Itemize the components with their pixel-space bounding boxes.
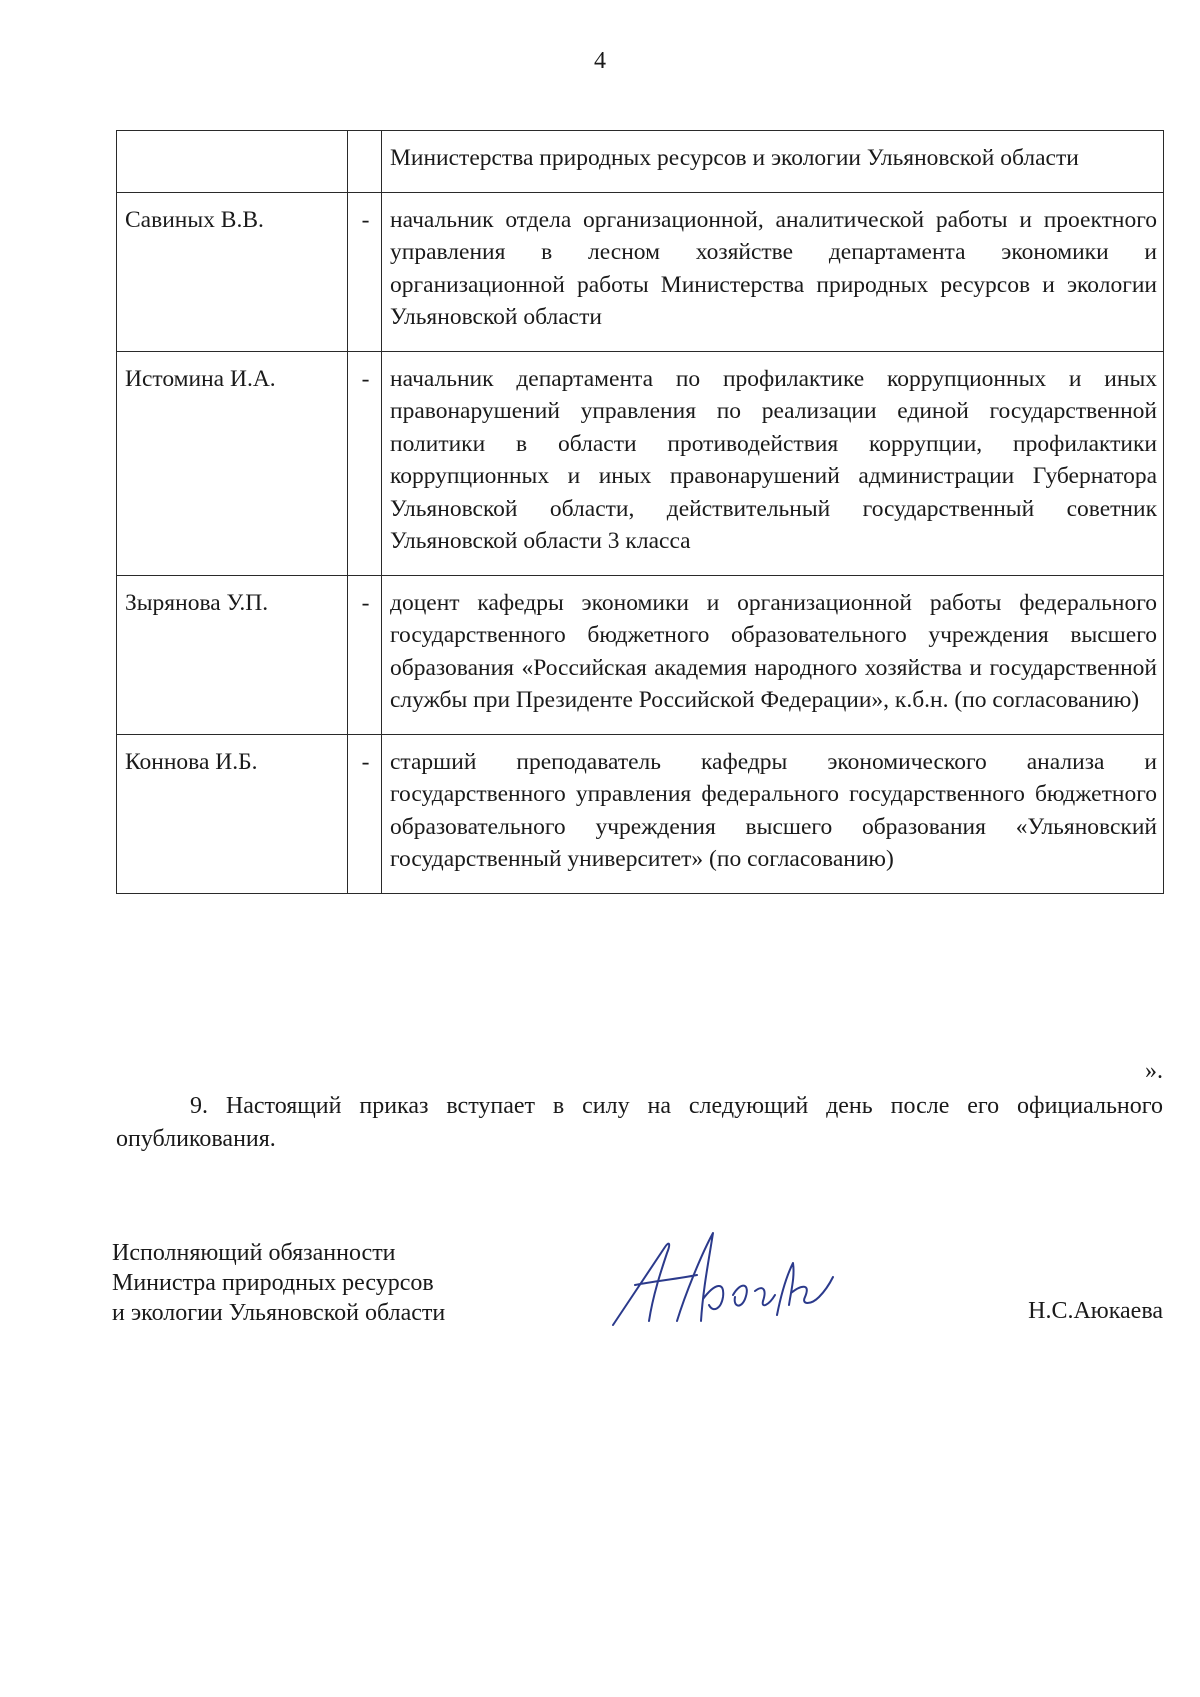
member-name: Истомина И.А. — [117, 351, 348, 575]
table-row — [117, 131, 1164, 193]
signatory-line-2: Министра природных ресурсов — [112, 1270, 434, 1296]
table-row — [117, 192, 1164, 351]
table-row — [117, 575, 1164, 734]
closing-quote: ». — [1145, 1058, 1163, 1084]
page-number: 4 — [594, 48, 606, 74]
member-position: начальник департамента по профилактике коррупционных и иных правонарушений управления по реализации единой государственной политики в области противодействия коррупции, профилактики коррупционных и иных правонарушений администрации Губернатора Ульяновской области, действительный государственный советник Ульяновской области 3 класса — [382, 351, 1164, 575]
member-position: доцент кафедры экономики и организационной работы федерального государственного бюджетного образовательного учреждения высшего образования «Российская академия народного хозяйства и государственной службы при Президенте Российской Федерации», к.б.н. (по согласованию) — [382, 575, 1164, 734]
member-position: начальник отдела организационной, аналитической работы и проектного управления в лесном хозяйстве департамента экономики и организационной работы Министерства природных ресурсов и экологии Ульяновской области — [382, 192, 1164, 351]
member-dash: - — [348, 351, 382, 575]
table-row — [117, 734, 1164, 893]
member-dash: - — [348, 192, 382, 351]
member-dash: - — [348, 734, 382, 893]
table-row — [117, 351, 1164, 575]
paragraph-9: 9. Настоящий приказ вступает в силу на следующий день после его официального опубликования. — [116, 1093, 1163, 1152]
signatory-line-1: Исполняющий обязанности — [112, 1240, 396, 1266]
member-dash: - — [348, 575, 382, 734]
member-name: Савиных В.В. — [117, 192, 348, 351]
member-name: Зырянова У.П. — [117, 575, 348, 734]
member-dash — [348, 131, 382, 193]
signatory-line-3: и экологии Ульяновской области — [112, 1300, 446, 1326]
member-name — [117, 131, 348, 193]
commission-members-table — [116, 130, 1164, 894]
member-position: старший преподаватель кафедры экономического анализа и государственного управления федерального государственного бюджетного образовательного учреждения высшего образования «Ульяновский государственный университет» (по согласованию) — [382, 734, 1164, 893]
member-position: Министерства природных ресурсов и экологии Ульяновской области — [382, 131, 1164, 193]
signer-name: Н.С.Аюкаева — [1028, 1298, 1163, 1324]
member-name: Коннова И.Б. — [117, 734, 348, 893]
